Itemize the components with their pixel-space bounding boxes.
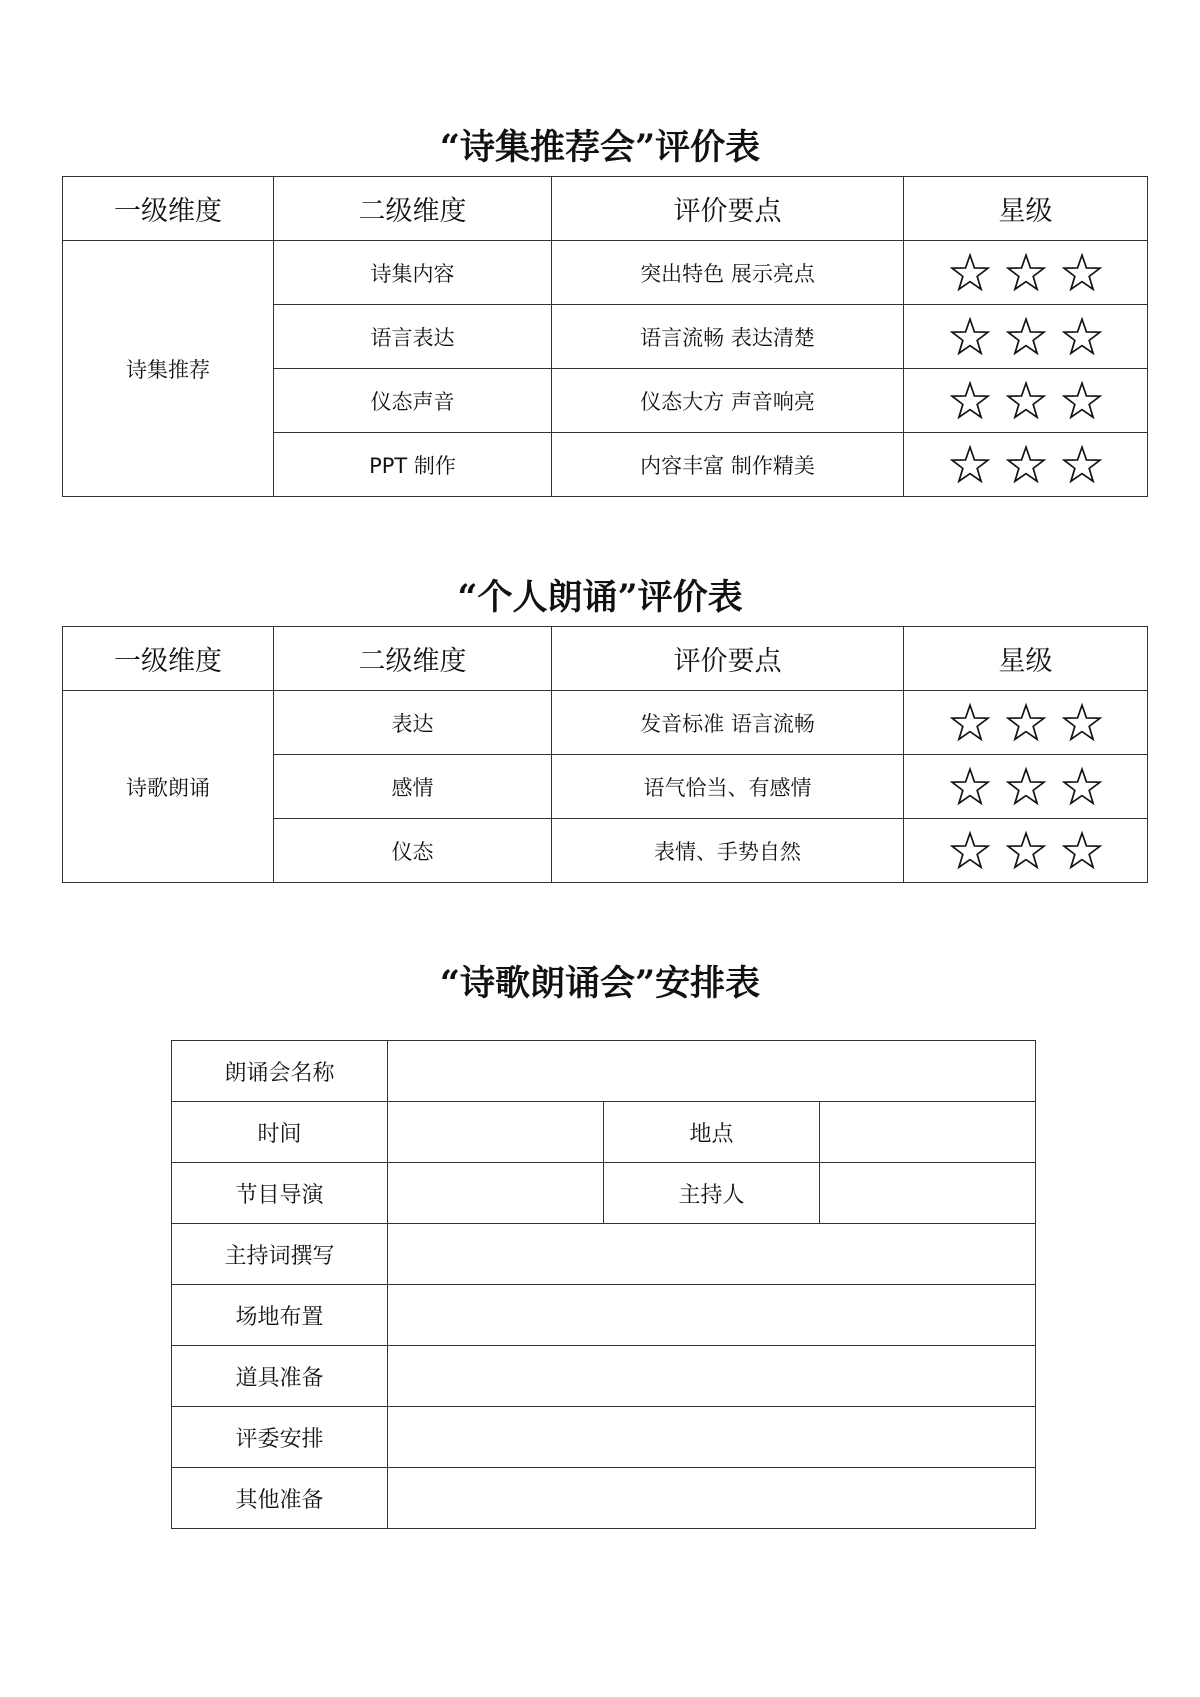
label-props: 道具准备 [172,1346,388,1407]
outline-star-icon [949,380,991,422]
stars-cell [904,369,1148,433]
group-label: 诗歌朗诵 [63,691,274,883]
stars-cell [904,691,1148,755]
outline-star-icon [949,252,991,294]
header-dim2: 二级维度 [274,177,552,241]
dim2-cell: 仪态 [274,819,552,883]
outline-star-icon [1005,766,1047,808]
label-venue: 场地布置 [172,1285,388,1346]
outline-star-icon [1061,380,1103,422]
header-stars: 星级 [904,627,1148,691]
outline-star-icon [1005,830,1047,872]
value-time[interactable] [388,1102,604,1163]
dim2-cell: 表达 [274,691,552,755]
group-label: 诗集推荐 [63,241,274,497]
table3-title: “诗歌朗诵会”安排表 [439,963,761,1004]
outline-star-icon [1061,830,1103,872]
stars-cell [904,241,1148,305]
table2-title: “个人朗诵”评价表 [457,577,743,618]
stars-cell [904,819,1148,883]
header-dim1: 一级维度 [63,627,274,691]
header-point: 评价要点 [552,177,904,241]
header-stars: 星级 [904,177,1148,241]
outline-star-icon [1005,444,1047,486]
dim2-cell: 感情 [274,755,552,819]
value-script[interactable] [388,1224,1036,1285]
value-other[interactable] [388,1468,1036,1529]
outline-star-icon [1061,252,1103,294]
outline-star-icon [1061,316,1103,358]
label-director: 节目导演 [172,1163,388,1224]
dim2-cell: 诗集内容 [274,241,552,305]
outline-star-icon [949,444,991,486]
outline-star-icon [949,702,991,744]
stars-cell [904,433,1148,497]
outline-star-icon [1061,444,1103,486]
label-host: 主持人 [604,1163,820,1224]
point-cell: 语气恰当、有感情 [552,755,904,819]
value-name[interactable] [388,1041,1036,1102]
stars-cell [904,305,1148,369]
outline-star-icon [949,766,991,808]
dim2-cell: PPT 制作 [274,433,552,497]
outline-star-icon [949,316,991,358]
table1-title: “诗集推荐会”评价表 [439,127,761,168]
outline-star-icon [1061,702,1103,744]
point-cell: 语言流畅 表达清楚 [552,305,904,369]
point-cell: 发音标准 语言流畅 [552,691,904,755]
outline-star-icon [1005,702,1047,744]
label-other: 其他准备 [172,1468,388,1529]
value-venue[interactable] [388,1285,1036,1346]
table2 [62,626,1148,883]
value-place[interactable] [820,1102,1036,1163]
header-point: 评价要点 [552,627,904,691]
value-host[interactable] [820,1163,1036,1224]
value-props[interactable] [388,1346,1036,1407]
outline-star-icon [949,830,991,872]
point-cell: 突出特色 展示亮点 [552,241,904,305]
label-time: 时间 [172,1102,388,1163]
dim2-cell: 语言表达 [274,305,552,369]
dim2-cell: 仪态声音 [274,369,552,433]
value-judges[interactable] [388,1407,1036,1468]
outline-star-icon [1005,380,1047,422]
header-dim1: 一级维度 [63,177,274,241]
label-script: 主持词撰写 [172,1224,388,1285]
table3 [171,1040,1036,1529]
point-cell: 内容丰富 制作精美 [552,433,904,497]
table1 [62,176,1148,497]
outline-star-icon [1005,316,1047,358]
header-dim2: 二级维度 [274,627,552,691]
label-name: 朗诵会名称 [172,1041,388,1102]
label-judges: 评委安排 [172,1407,388,1468]
point-cell: 仪态大方 声音响亮 [552,369,904,433]
label-place: 地点 [604,1102,820,1163]
stars-cell [904,755,1148,819]
value-director[interactable] [388,1163,604,1224]
outline-star-icon [1061,766,1103,808]
point-cell: 表情、手势自然 [552,819,904,883]
outline-star-icon [1005,252,1047,294]
